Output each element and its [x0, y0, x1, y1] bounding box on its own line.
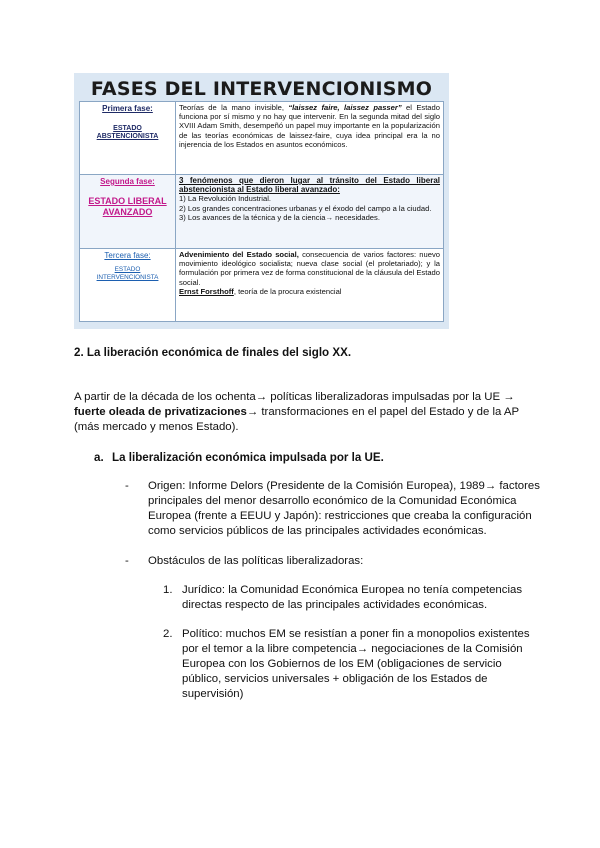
phase-cell [80, 102, 176, 175]
phase-label: Segunda fase: [100, 177, 155, 186]
dash-marker: - [125, 555, 129, 567]
list-item [125, 554, 540, 569]
state-label: ESTADO INTERVENCIONISTA [96, 266, 159, 281]
table-row [80, 102, 444, 175]
number-marker: 1. [163, 584, 173, 596]
desc-text: , teoría de la procura existencial [233, 286, 342, 296]
phase-description [176, 175, 444, 249]
desc-text: Teorías de la mano invisible, [179, 103, 289, 112]
subsection-title: La liberalización económica impulsada por la UE. [112, 451, 384, 464]
table-row [80, 175, 444, 249]
author-name: Ernst Forsthoff [179, 286, 234, 296]
figure-title: FASES DEL INTERVENCIONISMO [90, 78, 433, 100]
state-label: ESTADO LIBERAL AVANZADO [88, 196, 167, 218]
desc-heading: 3 fenómenos que dieron lugar al tránsito del Estado liberal abstencionista al Estado liberal avanzado: [179, 176, 440, 195]
phase-label: Tercera fase: [104, 251, 151, 260]
obstacle-text: Jurídico: la Comunidad Económica Europea no tenía competencias directas respecto de las principales actividades económicas. [182, 584, 523, 611]
section-heading: 2. La liberación económica de finales del siglo XX. [74, 346, 352, 359]
desc-text: consecuencia de varios factores: nuevo movimiento ideológico socialista; nueva clase social (el proletariado); y la formulación por primera vez de forma constitucional de la cláusula del Estado social. [179, 250, 440, 287]
para-bold: fuerte oleada de privatizaciones [74, 406, 247, 418]
list-item [163, 627, 543, 702]
phase-cell [80, 249, 176, 322]
desc-bold: Advenimiento del Estado social, [179, 250, 299, 259]
table-row [80, 249, 444, 322]
bullet-text: Origen: Informe Delors (Presidente de la Comisión Europea), 1989→ factores principales del menor desarrollo económico de la Comunidad Económica Europea (frente a EEUU y Japón): restricciones que creaba la configuración como servicios públicos de las principales actividades económicas. [148, 480, 540, 537]
fases-intervencionismo-figure [74, 73, 449, 329]
bullet-text: Obstáculos de las políticas liberalizadoras: [148, 555, 364, 567]
fases-table [79, 101, 444, 322]
phase-description [176, 102, 444, 175]
desc-quote: “laissez faire, laissez passer” [288, 103, 402, 112]
subsection-heading [94, 450, 384, 465]
subsection-label: a. [94, 451, 104, 464]
desc-text: el Estado funciona por sí mismo y no hay que intervenir. En la segunda mitad del siglo XVIII Adam Smith, desempeñó un papel muy importante en la popularización de las teorías económicas de laissez-faire, cuya idea principal era la no injerencia de los Estados en asuntos económicos. [179, 103, 440, 149]
phase-label: Primera fase: [102, 104, 153, 113]
phase-description [176, 249, 444, 322]
list-item: 2) Los grandes concentraciones urbanas y el éxodo del campo a la ciudad. [179, 203, 432, 213]
list-item: 3) Los avances de la técnica y de la ciencia→ necesidades. [179, 212, 380, 222]
list-item: 1) La Revolución Industrial. [179, 194, 272, 204]
number-marker: 2. [163, 628, 173, 640]
list-item [163, 583, 543, 613]
list-item [125, 479, 540, 539]
phase-cell [80, 175, 176, 249]
state-label: ESTADO ABSTENCIONISTA [96, 125, 159, 141]
intro-paragraph [74, 390, 534, 435]
dash-marker: - [125, 480, 129, 492]
obstacle-text: Político: muchos EM se resistían a poner fin a monopolios existentes por el temor a la libre competencia→ negociaciones de la Comisión Europea con los Gobiernos de los EM (obligaciones de servicio público, servicios universales + obligación de los Estados de supervisión) [182, 628, 530, 700]
para-text: A partir de la década de los ochenta→ políticas liberalizadoras impulsadas por la UE → [74, 391, 515, 403]
para-text: → transformaciones en el papel del Estado y de la AP (más mercado y menos Estado). [74, 406, 519, 433]
